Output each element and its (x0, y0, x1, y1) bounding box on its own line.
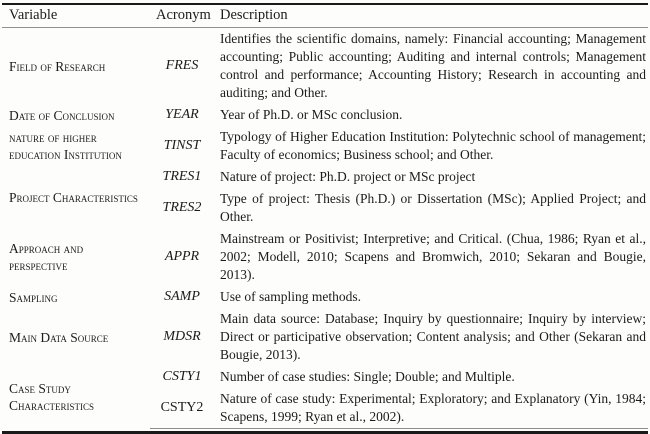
table-row-fres (2, 28, 648, 105)
variable-cell-date-of-conclusion: Date of Conclusion (9, 107, 115, 123)
description-cell-mdsr: Main data source: Database; Inquiry by questionnaire; Inquiry by interview; Direct or participative observation; Content analysis; and Other (Sekaran and Bougie, 2013). (220, 311, 646, 362)
description-cell-tres2: Type of project: Thesis (Ph.D.) or Dissertation (MSc); Applied Project; and Other. (220, 191, 646, 224)
acronym-cell-samp: SAMP (164, 289, 200, 304)
description-cell-csty1: Number of case studies: Single; Double; and Multiple. (220, 369, 515, 384)
table-row-mdsr (2, 308, 648, 366)
variable-cell-project-characteristics: Project Characteristics (9, 189, 138, 205)
variable-cell-case-study-characteristics: Case Study Characteristics (9, 381, 95, 414)
description-cell-year: Year of Ph.D. or MSc conclusion. (220, 107, 403, 122)
acronym-cell-fres: FRES (165, 58, 199, 73)
table-row-csty1 (2, 366, 648, 388)
variable-cell-approach-and-perspective: Approach and perspective (9, 241, 84, 273)
description-cell-fres: Identifies the scientific domains, namely: Financial accounting; Management accounting; Public accounting; Auditing and internal controls; Management control and performance; Accounting History; Research in accounting and auditing; and Other. (220, 31, 646, 100)
acronym-cell-csty1: CSTY1 (162, 369, 202, 384)
acronym-cell-csty2: CSTY2 (150, 388, 214, 429)
description-cell-tinst: Typology of Higher Education Institution: Polytechnic school of management; Faculty of economics; Business school; and Other. (220, 129, 646, 162)
acronym-cell-tres1: TRES1 (162, 169, 202, 184)
table-row-tinst (2, 126, 648, 166)
paper-table-region (2, 0, 648, 434)
table-row-appr (2, 228, 648, 286)
acronym-cell-year: YEAR (165, 107, 199, 122)
column-header-description: Description (214, 4, 648, 28)
acronym-cell-tres2: TRES2 (162, 200, 202, 215)
table-row-samp (2, 286, 648, 308)
acronym-cell-appr: APPR (164, 249, 200, 264)
description-cell-csty2: Nature of case study: Experimental; Exploratory; and Explanatory (Yin, 1984; Scapens, 1999; Ryan et al., 2002). (214, 388, 648, 429)
description-cell-samp: Use of sampling methods. (220, 289, 361, 304)
column-header-acronym: Acronym (150, 4, 214, 28)
acronym-cell-mdsr: MDSR (163, 329, 201, 344)
description-cell-tres1: Nature of project: Ph.D. project or MSc project (220, 169, 476, 184)
acronym-cell-tinst: TINST (163, 138, 201, 153)
table-row-tres1 (2, 166, 648, 188)
variables-definition-table (2, 3, 648, 429)
header-row (2, 4, 648, 28)
variable-cell-nature-of-institution: nature of higher education Institution (9, 130, 122, 162)
variable-cell-main-data-source: Main Data Source (9, 329, 109, 345)
variable-cell-field-of-research: Field of Research (9, 58, 106, 74)
variable-cell-sampling: Sampling (9, 289, 58, 305)
description-cell-appr: Mainstream or Positivist; Interpretive; and Critical. (Chua, 1986; Ryan et al., 2002; Modell, 2010; Scapens and Bromwich, 2010; Sekaran and Bougie, 2013). (220, 231, 646, 282)
table-row-year (2, 104, 648, 126)
column-header-variable: Variable (2, 4, 150, 28)
